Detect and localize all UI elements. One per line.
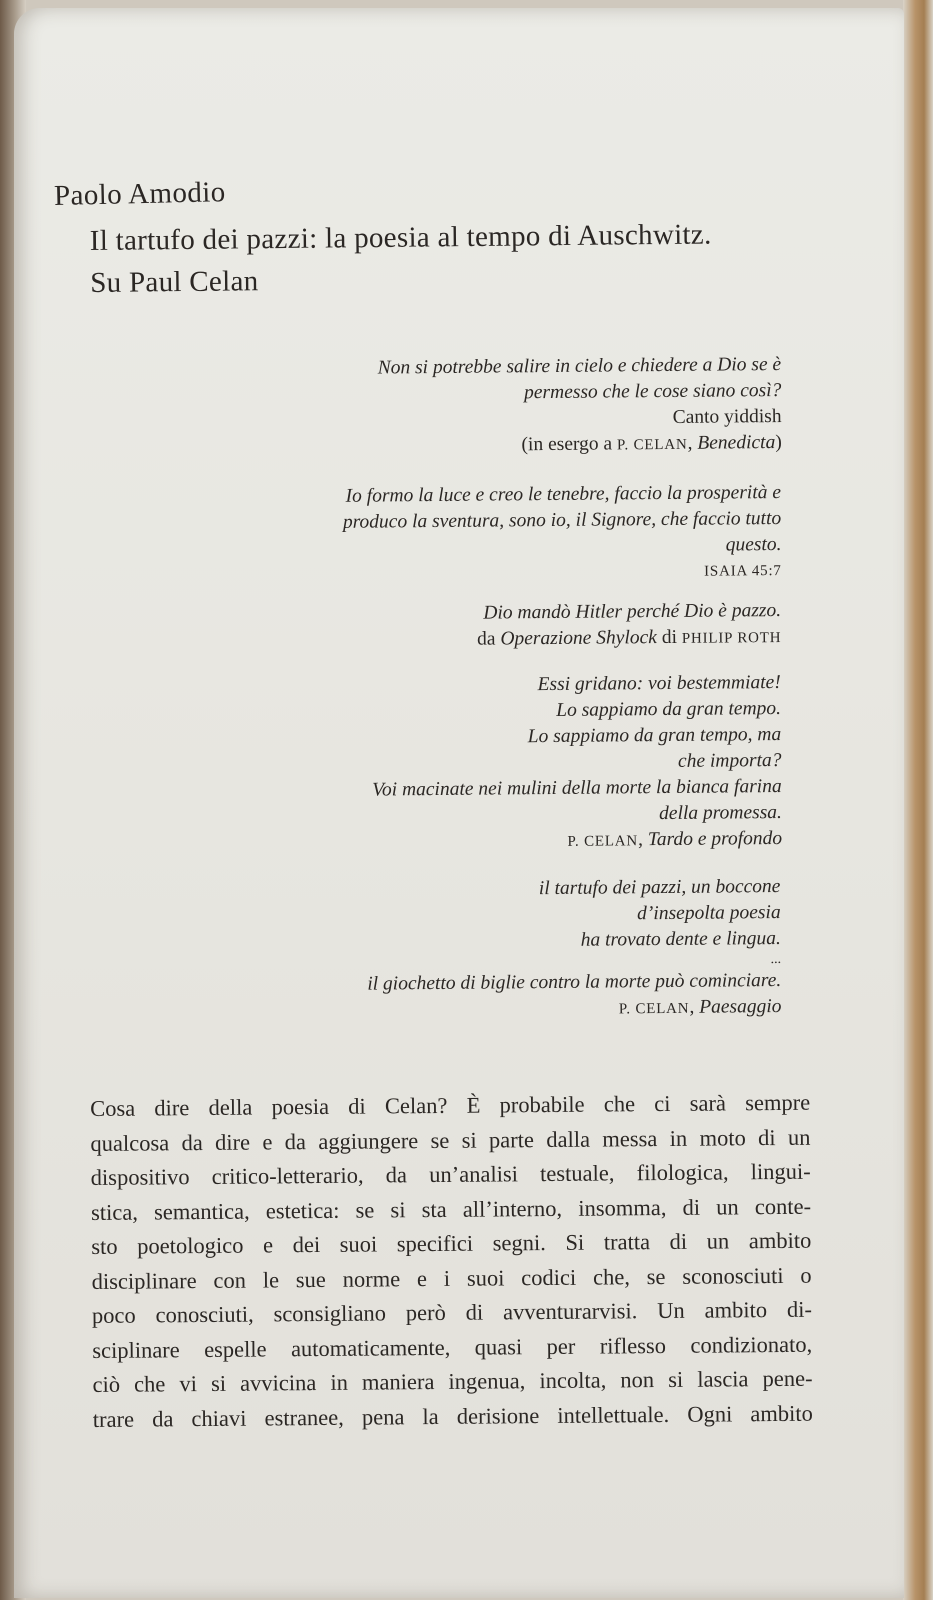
epigraph-paesaggio bbox=[366, 874, 781, 1025]
epigraph-yiddish bbox=[377, 352, 781, 461]
epigraph-line: ha trovato dente e lingua. bbox=[580, 928, 782, 951]
epigraph-line: Voi macinate nei mulini della morte la bianca farina bbox=[371, 775, 782, 801]
chapter-author: Paolo Amodio bbox=[53, 176, 226, 212]
epigraph-line: Non si potrebbe salire in cielo e chiedere a Dio se è bbox=[377, 354, 781, 379]
body-line: Cosa dire della poesia di Celan? È probabile che ci sarà sempre bbox=[90, 1089, 811, 1121]
epigraph-line: produco la sventura, sono io, il Signore, che faccio tutto bbox=[342, 508, 781, 533]
body-paragraph bbox=[90, 1086, 813, 1437]
body-line: disciplinare con le sue norme e i suoi codici che, se sconosciuti o bbox=[91, 1262, 812, 1294]
epigraph-line: Lo sappiamo da gran tempo, ma bbox=[527, 724, 781, 748]
epigraph-line: Lo sappiamo da gran tempo. bbox=[555, 698, 781, 721]
epigraph-line: permesso che le cose siano così? bbox=[523, 380, 781, 404]
body-line: poco conosciuti, sconsigliano però di avventurarvisi. Un ambito di- bbox=[91, 1296, 813, 1328]
epigraph-attribution: (in esergo a P. CELAN, Benedicta) bbox=[520, 431, 782, 456]
chapter-title-line-1: Il tartufo dei pazzi: la poesia al tempo di Auschwitz. bbox=[89, 218, 712, 258]
epigraph-line: Io formo la luce e creo le tenebre, faccio la prosperità e bbox=[345, 482, 781, 507]
body-line: sto poetologico e dei suoi specifici segni. Si tratta di un ambito bbox=[91, 1227, 812, 1259]
epigraph-line: Dio mandò Hitler perché Dio è pazzo. bbox=[483, 600, 781, 624]
epigraph-attribution: da Operazione Shylock di PHILIP ROTH bbox=[476, 626, 782, 650]
epigraph-ellipsis: ... bbox=[770, 951, 782, 968]
epigraph-line: il tartufo dei pazzi, un boccone bbox=[538, 876, 781, 900]
epigraph-line: questo. bbox=[725, 533, 782, 556]
epigraph-isaiah bbox=[342, 480, 781, 588]
epigraph-line: Essi gridano: voi bestemmiate! bbox=[537, 672, 781, 696]
epigraph-line: che importa? bbox=[677, 750, 782, 772]
body-line: sciplinare espelle automaticamente, quasi per riflesso condizionato, bbox=[92, 1331, 813, 1363]
epigraph-line: d’insepolta poesia bbox=[637, 902, 781, 925]
epigraph-attribution: P. CELAN, Tardo e profondo bbox=[566, 827, 782, 851]
chapter-title bbox=[90, 213, 791, 304]
epigraph-source: ISAIA 45:7 bbox=[703, 562, 782, 580]
page-stack-edge bbox=[903, 0, 933, 1600]
body-line: ciò che vi si avvicina in maniera ingenua, incolta, non si lascia pene- bbox=[92, 1365, 813, 1397]
body-line: stica, semantica, estetica: se si sta all’interno, insomma, di un conte- bbox=[90, 1193, 812, 1225]
epigraph-roth bbox=[477, 598, 782, 654]
chapter-title-line-2: Su Paul Celan bbox=[90, 265, 259, 299]
epigraph-line: il giochetto di biglie contro la morte può cominciare. bbox=[367, 969, 782, 995]
epigraph-source: Canto yiddish bbox=[672, 405, 782, 428]
epigraph-attribution: P. CELAN, Paesaggio bbox=[618, 995, 782, 1018]
body-line: dispositivo critico-letterario, da un’analisi testuale, filologica, lingui- bbox=[90, 1158, 811, 1190]
epigraph-line: della promessa. bbox=[658, 801, 782, 825]
epigraph-tardo-e-profondo bbox=[371, 670, 782, 857]
body-line: qualcosa da dire e da aggiungere se si parte dalla messa in moto di un bbox=[90, 1124, 811, 1156]
body-line: trare da chiavi estranee, pena la derisione intellettuale. Ogni ambito bbox=[92, 1400, 813, 1432]
